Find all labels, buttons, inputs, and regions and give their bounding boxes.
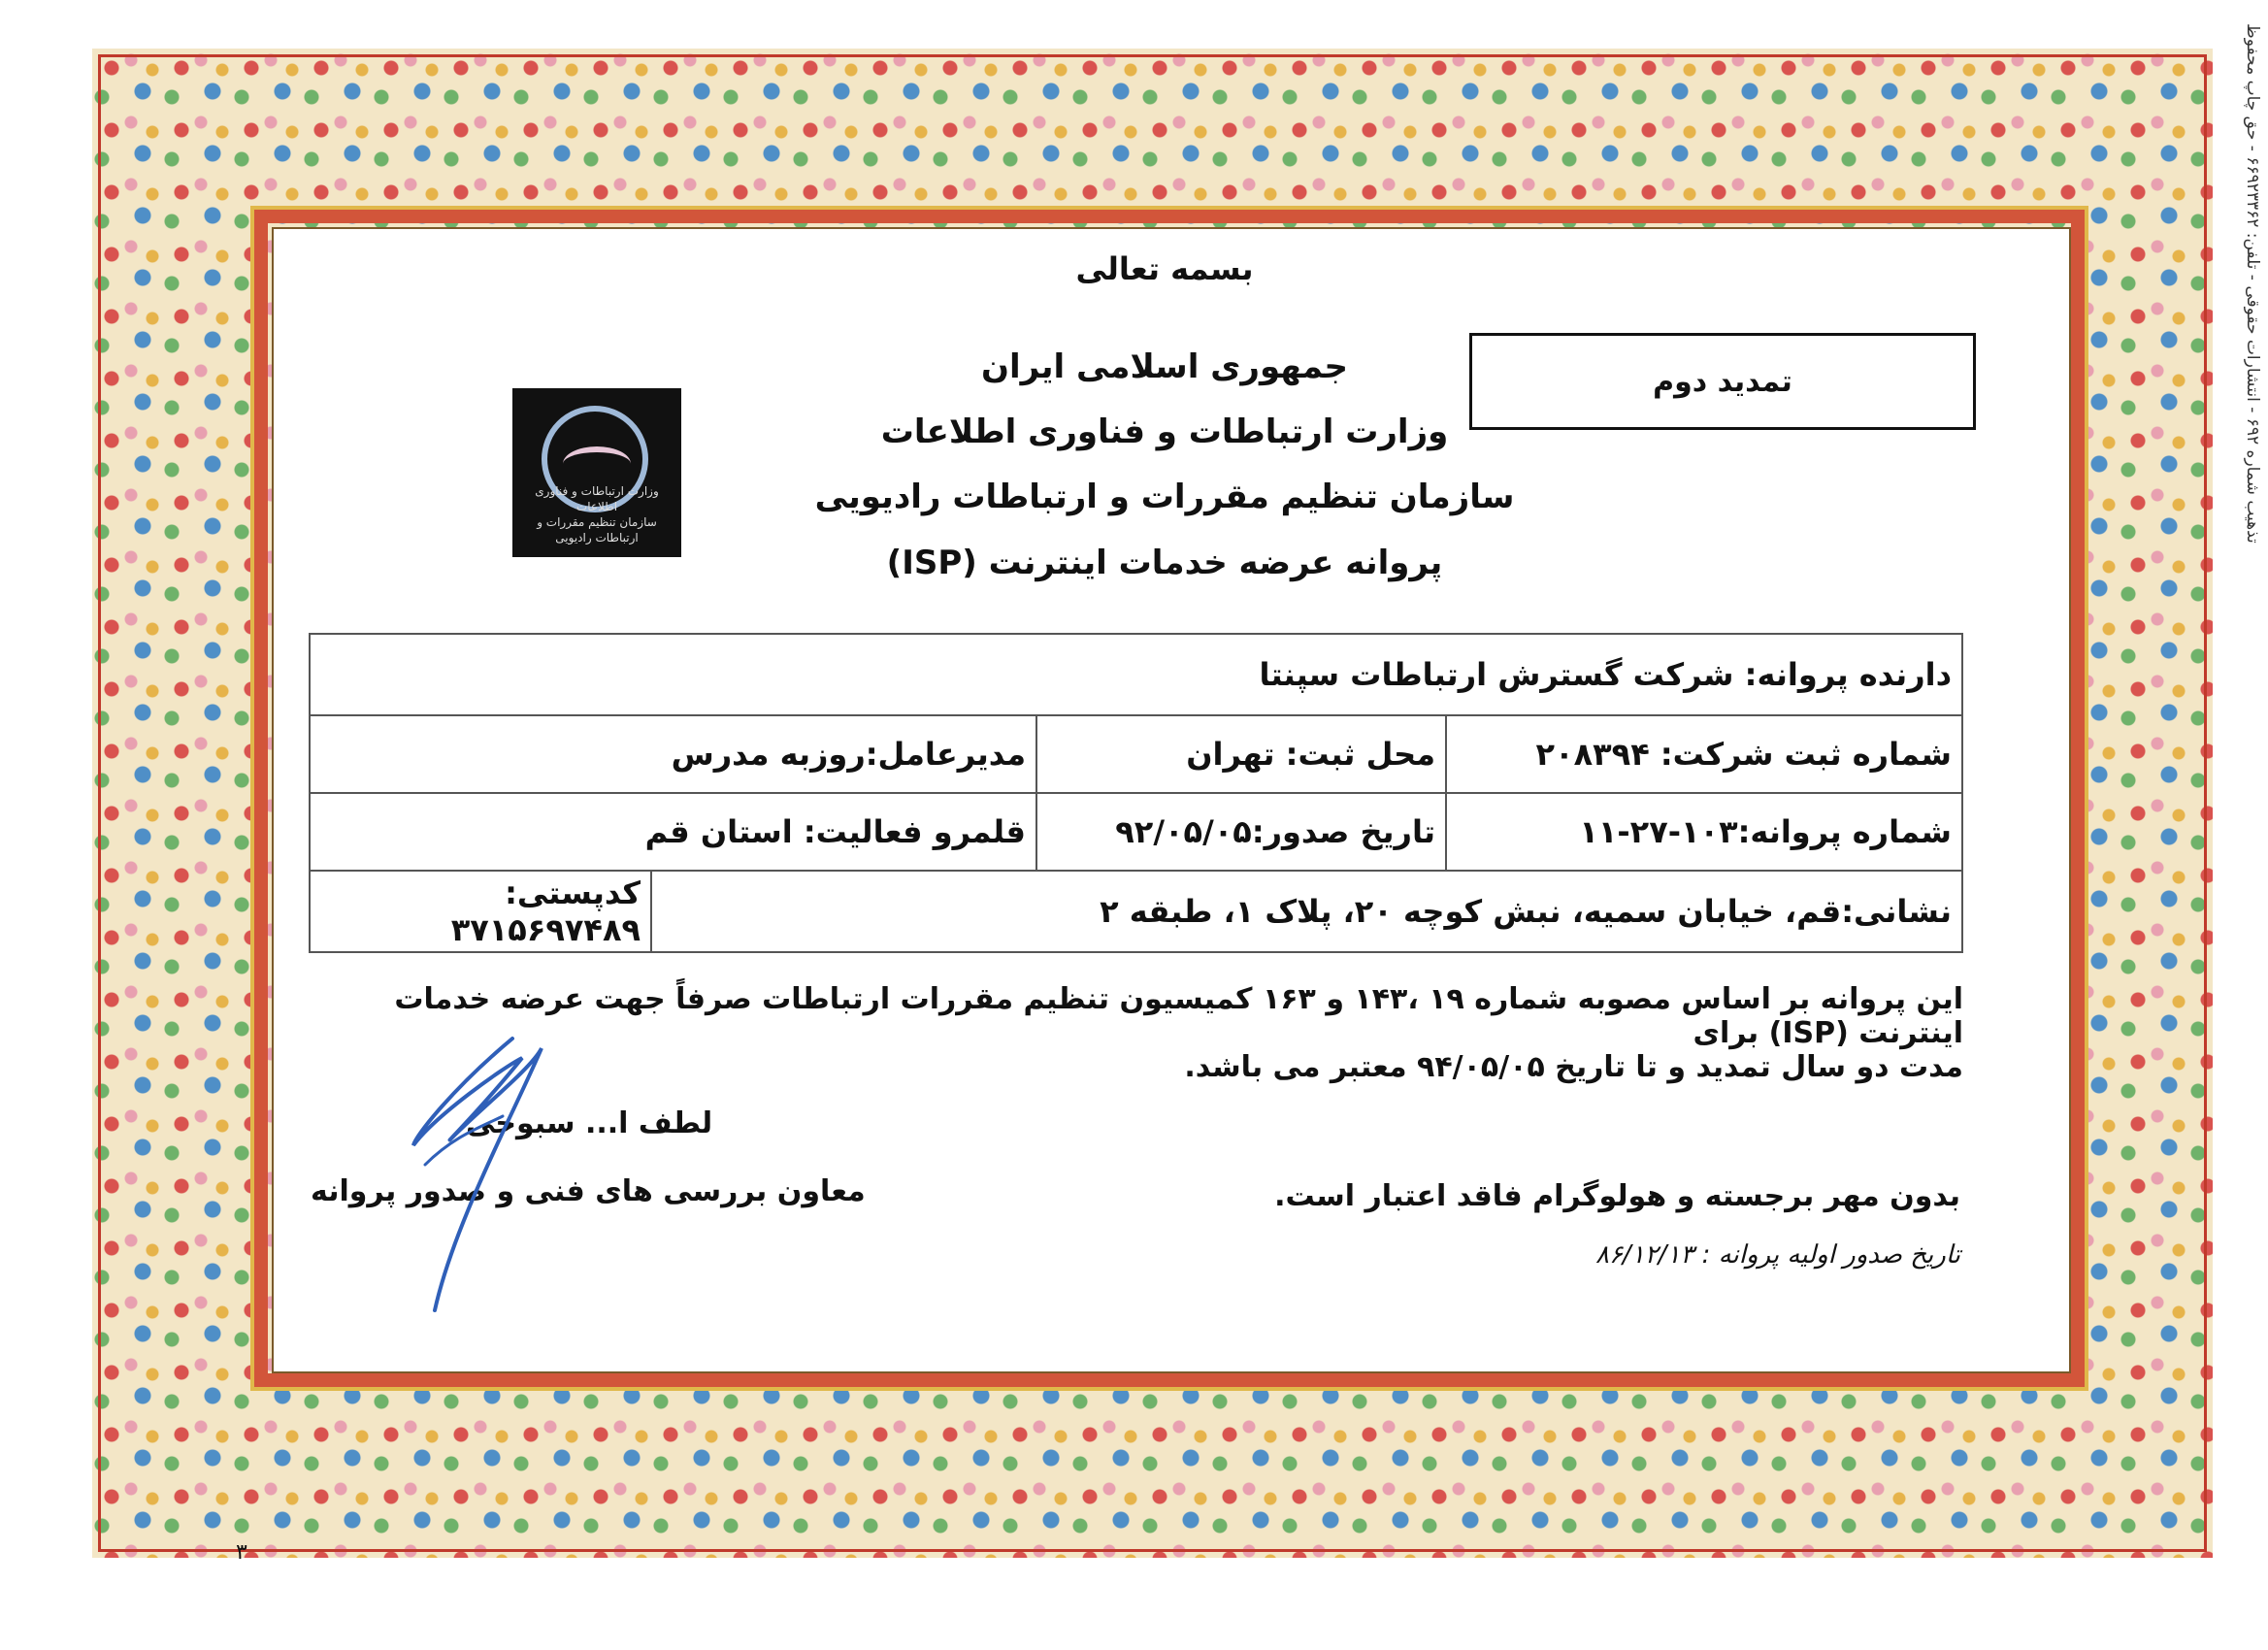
page-mark: ۳ bbox=[236, 1540, 247, 1565]
organization-name: سازمان تنظیم مقررات و ارتباطات رادیویی bbox=[814, 478, 1515, 516]
body-paragraph-line-2: مدت دو سال تمدید و تا تاریخ ۹۴/۰۵/۰۵ معتبر می باشد. bbox=[1184, 1050, 1963, 1084]
holder-cell: دارنده پروانه: شرکت گسترش ارتباطات سپنتا bbox=[310, 634, 1962, 715]
signatory-title: معاون بررسی های فنی و صدور پروانه bbox=[311, 1174, 866, 1208]
license-title: پروانه عرضه خدمات اینترنت (ISP) bbox=[886, 544, 1443, 582]
hologram-seal bbox=[512, 388, 681, 557]
margin-note: تذهیب شماره ۶۹۲ - انتشارات حقوقی - تلفن: ۶۶۹۲۳۳۶۲ - حق چاپ محفوظ bbox=[2243, 23, 2262, 544]
initial-issue-date: تاریخ صدور اولیه پروانه : ۸۶/۱۲/۱۳ bbox=[1595, 1240, 1960, 1270]
license-number-cell: شماره پروانه:۱۰۳-۲۷-۱۱ bbox=[1446, 793, 1962, 871]
signatory-name: لطف ا... سبوحی bbox=[466, 1106, 713, 1140]
issue-date-cell: تاریخ صدور:۹۲/۰۵/۰۵ bbox=[1036, 793, 1446, 871]
handwritten-signature bbox=[396, 1029, 561, 1320]
address-cell: نشانی:قم، خیابان سمیه، نبش کوچه ۲۰، پلاک ۱، طبقه ۲ bbox=[651, 871, 1962, 952]
validity-note: بدون مهر برجسته و هولوگرام فاقد اعتبار است. bbox=[1274, 1179, 1960, 1213]
activity-scope-cell: قلمرو فعالیت: استان قم bbox=[310, 793, 1036, 871]
license-details-table bbox=[309, 633, 1963, 953]
seal-line-1: وزارت ارتباطات و فناوری اطلاعات bbox=[535, 484, 659, 513]
registration-place-cell: محل ثبت: تهران bbox=[1036, 715, 1446, 793]
ministry-name: وزارت ارتباطات و فناوری اطلاعات bbox=[880, 412, 1449, 451]
body-paragraph-line-1: این پروانه بر اساس مصوبه شماره ۱۹ ،۱۴۳ و ۱۶۳ کمیسیون تنظیم مقررات ارتباطات صرفاً جهت عرضه خدمات اینترنت (ISP) برای bbox=[394, 982, 1963, 1050]
seal-wave-icon bbox=[563, 446, 631, 481]
postal-code-cell: کدپستی: ۳۷۱۵۶۹۷۴۸۹ bbox=[310, 871, 651, 952]
bismillah: بسمه تعالی bbox=[1075, 250, 1254, 287]
ceo-cell: مدیرعامل:روزبه مدرس bbox=[310, 715, 1036, 793]
registration-number-cell: شماره ثبت شرکت: ۲۰۸۳۹۴ bbox=[1446, 715, 1962, 793]
renewal-label: تمدید دوم bbox=[1469, 333, 1976, 430]
country-name: جمهوری اسلامی ایران bbox=[980, 347, 1349, 386]
seal-line-2: سازمان تنظیم مقررات و ارتباطات رادیویی bbox=[537, 515, 657, 544]
